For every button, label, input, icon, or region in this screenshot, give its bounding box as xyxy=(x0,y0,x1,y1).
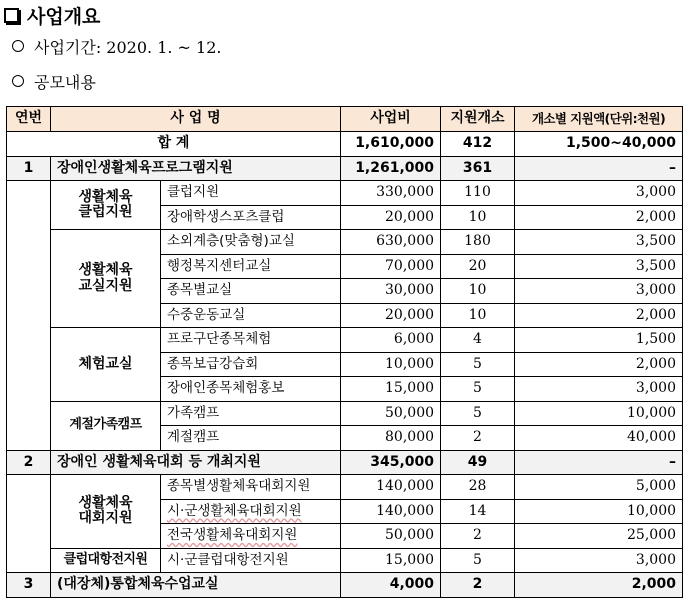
cat-num: 3 xyxy=(7,573,51,598)
item-budget: 80,000 xyxy=(341,426,441,451)
item-count: 2 xyxy=(441,426,515,451)
cat-num: 1 xyxy=(7,156,51,181)
item-name: 프로구단종목체험 xyxy=(161,328,341,353)
item-budget: 50,000 xyxy=(341,524,441,549)
cat-per: – xyxy=(515,156,683,181)
bullet-text: 공모내용 xyxy=(34,72,96,92)
item-name: 종목보급강습회 xyxy=(161,352,341,377)
header-name: 사 업 명 xyxy=(51,107,341,132)
table-header-row xyxy=(7,107,683,132)
bullet-text: 사업기간: 2020. 1. ~ 12. xyxy=(34,37,222,57)
item-name: 종목별교실 xyxy=(161,279,341,304)
cat-per: – xyxy=(515,450,683,475)
item-count: 180 xyxy=(441,230,515,255)
table-row xyxy=(7,328,683,353)
item-count: 10 xyxy=(441,205,515,230)
total-per: 1,500~40,000 xyxy=(515,132,683,157)
item-per: 25,000 xyxy=(515,524,683,549)
item-budget: 50,000 xyxy=(341,401,441,426)
item-count: 28 xyxy=(441,475,515,500)
bullet-content xyxy=(12,70,96,92)
group-exp: 체험교실 xyxy=(51,328,161,402)
checkbox-square-icon xyxy=(4,8,19,23)
cat-count: 361 xyxy=(441,156,515,181)
item-per: 10,000 xyxy=(515,499,683,524)
table-row xyxy=(7,401,683,426)
item-count: 5 xyxy=(441,401,515,426)
item-budget: 30,000 xyxy=(341,279,441,304)
header-per: 개소별 지원액(단위:천원) xyxy=(515,107,683,132)
item-per: 2,000 xyxy=(515,352,683,377)
table-row xyxy=(7,475,683,500)
circle-bullet-icon xyxy=(12,75,24,87)
item-budget: 15,000 xyxy=(341,548,441,573)
group-club: 생활체육 클럽지원 xyxy=(51,181,161,230)
group-camp: 계절가족캠프 xyxy=(51,401,161,450)
item-name: 전국생활체육대회지원 xyxy=(161,524,341,549)
category-row-2 xyxy=(7,450,683,475)
item-name: 수중운동교실 xyxy=(161,303,341,328)
item-name: 종목별생활체육대회지원 xyxy=(161,475,341,500)
item-per: 3,000 xyxy=(515,548,683,573)
item-budget: 330,000 xyxy=(341,181,441,206)
item-per: 40,000 xyxy=(515,426,683,451)
cat-budget: 345,000 xyxy=(341,450,441,475)
item-per: 2,000 xyxy=(515,205,683,230)
item-count: 10 xyxy=(441,279,515,304)
item-budget: 10,000 xyxy=(341,352,441,377)
item-name: 행정복지센터교실 xyxy=(161,254,341,279)
item-name: 장애학생스포츠클럽 xyxy=(161,205,341,230)
item-name: 소외계층(맞춤형)교실 xyxy=(161,230,341,255)
heading-text: 사업개요 xyxy=(27,5,101,28)
item-count: 2 xyxy=(441,524,515,549)
cat-budget: 4,000 xyxy=(341,573,441,598)
section-heading xyxy=(4,2,100,28)
total-budget: 1,610,000 xyxy=(341,132,441,157)
item-budget: 70,000 xyxy=(341,254,441,279)
item-count: 5 xyxy=(441,377,515,402)
item-name: 장애인종목체험홍보 xyxy=(161,377,341,402)
item-budget: 15,000 xyxy=(341,377,441,402)
item-budget: 140,000 xyxy=(341,475,441,500)
table-row xyxy=(7,230,683,255)
item-per: 2,000 xyxy=(515,303,683,328)
item-count: 110 xyxy=(441,181,515,206)
item-per: 10,000 xyxy=(515,401,683,426)
category-row-3 xyxy=(7,573,683,598)
group-class: 생활체육 교실지원 xyxy=(51,230,161,328)
item-per: 3,000 xyxy=(515,279,683,304)
group-clubmeet: 클럽대항전지원 xyxy=(51,548,161,573)
total-count: 412 xyxy=(441,132,515,157)
cat-num: 2 xyxy=(7,450,51,475)
header-count: 지원개소 xyxy=(441,107,515,132)
cat-name: 장애인 생활체육대회 등 개최지원 xyxy=(51,450,341,475)
cat-name: (대장체)통합체육수업교실 xyxy=(51,573,341,598)
header-budget: 사업비 xyxy=(341,107,441,132)
item-per: 1,500 xyxy=(515,328,683,353)
item-count: 20 xyxy=(441,254,515,279)
item-budget: 20,000 xyxy=(341,303,441,328)
blank-cell xyxy=(7,181,51,451)
total-label: 합 계 xyxy=(7,132,341,157)
cat-count: 49 xyxy=(441,450,515,475)
item-budget: 6,000 xyxy=(341,328,441,353)
item-budget: 20,000 xyxy=(341,205,441,230)
circle-bullet-icon xyxy=(12,40,24,52)
item-per: 3,000 xyxy=(515,377,683,402)
total-row xyxy=(7,132,683,157)
cat-per: 2,000 xyxy=(515,573,683,598)
item-name: 가족캠프 xyxy=(161,401,341,426)
item-count: 5 xyxy=(441,352,515,377)
item-per: 3,500 xyxy=(515,230,683,255)
item-budget: 630,000 xyxy=(341,230,441,255)
item-count: 5 xyxy=(441,548,515,573)
group-meet: 생활체육 대회지원 xyxy=(51,475,161,549)
item-per: 5,000 xyxy=(515,475,683,500)
cat-count: 2 xyxy=(441,573,515,598)
header-num: 연번 xyxy=(7,107,51,132)
program-table xyxy=(6,106,683,598)
blank-cell xyxy=(7,475,51,573)
item-budget: 140,000 xyxy=(341,499,441,524)
item-name: 계절캠프 xyxy=(161,426,341,451)
item-per: 3,000 xyxy=(515,181,683,206)
item-count: 10 xyxy=(441,303,515,328)
bullet-period xyxy=(12,35,221,57)
table-row xyxy=(7,181,683,206)
category-row-1 xyxy=(7,156,683,181)
item-per: 3,500 xyxy=(515,254,683,279)
item-name: 시·군클럽대항전지원 xyxy=(161,548,341,573)
item-name: 시·군생활체육대회지원 xyxy=(161,499,341,524)
cat-name: 장애인생활체육프로그램지원 xyxy=(51,156,341,181)
cat-budget: 1,261,000 xyxy=(341,156,441,181)
item-count: 4 xyxy=(441,328,515,353)
table-row xyxy=(7,548,683,573)
item-name: 클럽지원 xyxy=(161,181,341,206)
item-count: 14 xyxy=(441,499,515,524)
